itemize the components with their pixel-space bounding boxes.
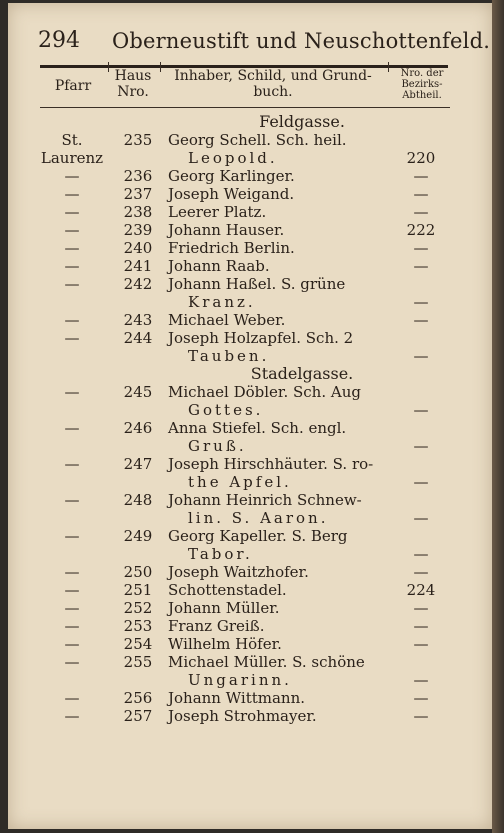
register-table [0,113,504,725]
owner-name-cell: Georg Kapeller. S. Berg [168,527,348,545]
table-row [0,383,504,401]
page-header [0,28,504,60]
pfarr-cell: — [64,221,80,239]
table-row [0,167,504,185]
table-row [0,689,504,707]
owner-name-cell: the Apfel. [188,473,292,491]
pfarr-cell: — [64,239,80,257]
column-header-haus-line: Nro. [117,84,149,100]
table-row [0,401,504,419]
district-number-cell: — [413,617,429,635]
owner-name-cell: Joseph Strohmayer. [168,707,317,725]
haus-number-cell: 257 [123,707,153,725]
running-title: Oberneustift und Neuschottenfeld. [112,29,491,53]
pfarr-cell: St. [61,131,83,149]
table-row [0,527,504,545]
pfarr-cell: — [64,329,80,347]
table-row [0,275,504,293]
district-number-cell: — [413,563,429,581]
pfarr-cell: — [64,707,80,725]
section-heading: Stadelgasse. [250,364,354,383]
column-divider [388,62,389,72]
owner-name-cell: Michael Müller. S. schöne [168,653,365,671]
district-number-cell: — [413,293,429,311]
haus-number-cell: 245 [123,383,153,401]
table-row [0,491,504,509]
owner-name-cell: Georg Karlinger. [168,167,295,185]
haus-number-cell: 252 [123,599,153,617]
pfarr-cell: — [64,599,80,617]
owner-name-cell: Joseph Hirschhäuter. S. ro- [168,455,374,473]
owner-name-cell: Tabor. [188,545,253,563]
owner-name-cell: Johann Raab. [168,257,270,275]
owner-name-cell: Joseph Waitzhofer. [168,563,309,581]
pfarr-cell: — [64,617,80,635]
pfarr-cell: — [64,419,80,437]
column-divider [160,62,161,72]
district-number-cell: 222 [406,221,436,239]
district-number-cell: — [413,311,429,329]
owner-name-cell: Gruß. [188,437,247,455]
owner-name-cell: Leerer Platz. [168,203,267,221]
table-row [0,563,504,581]
district-number-cell: — [413,635,429,653]
pfarr-cell: — [64,581,80,599]
owner-name-cell: lin. S. Aaron. [188,509,329,527]
table-row [0,149,504,167]
table-row [0,419,504,437]
pfarr-cell: — [64,275,80,293]
haus-number-cell: 240 [123,239,153,257]
column-header-haus-line: Haus [114,68,152,84]
pfarr-cell: — [64,491,80,509]
table-row [0,293,504,311]
page-number: 294 [38,28,80,53]
pfarr-cell: — [64,383,80,401]
column-header-nro-line: Abtheil. [402,90,442,101]
column-header-nro [390,68,454,101]
table-row [0,707,504,725]
table-row [0,203,504,221]
owner-name-cell: Franz Greiß. [168,617,265,635]
haus-number-cell: 253 [123,617,153,635]
table-row [0,671,504,689]
district-number-cell: — [413,509,429,527]
haus-number-cell: 246 [123,419,153,437]
district-number-cell: — [413,707,429,725]
table-row [0,311,504,329]
haus-number-cell: 247 [123,455,153,473]
district-number-cell: — [413,545,429,563]
pfarr-cell: — [64,653,80,671]
pfarr-cell: — [64,563,80,581]
owner-name-cell: Joseph Holzapfel. Sch. 2 [168,329,354,347]
district-number-cell: — [413,167,429,185]
table-row [0,473,504,491]
pfarr-cell: — [64,455,80,473]
owner-name-cell: Schottenstadel. [168,581,287,599]
owner-name-cell: Wilhelm Höfer. [168,635,282,653]
owner-name-cell: Johann Hauser. [168,221,285,239]
table-row [0,239,504,257]
haus-number-cell: 235 [123,131,153,149]
district-number-cell: — [413,203,429,221]
table-row [0,653,504,671]
owner-name-cell: Johann Wittmann. [168,689,305,707]
table-row [0,635,504,653]
owner-name-cell: Leopold. [188,149,278,167]
haus-number-cell: 237 [123,185,153,203]
table-row [0,221,504,239]
pfarr-cell: Laurenz [40,149,104,167]
district-number-cell: — [413,437,429,455]
pfarr-cell: — [64,167,80,185]
district-number-cell: — [413,185,429,203]
table-row [0,437,504,455]
owner-name-cell: Johann Müller. [168,599,280,617]
column-header-haus [108,68,158,100]
haus-number-cell: 248 [123,491,153,509]
table-row [0,455,504,473]
table-row [0,257,504,275]
owner-name-cell: Tauben. [188,347,270,365]
table-row [0,617,504,635]
column-header-inhaber-line: Inhaber, Schild, und Grund- [174,68,372,84]
haus-number-cell: 249 [123,527,153,545]
haus-number-cell: 251 [123,581,153,599]
pfarr-cell: — [64,185,80,203]
table-row [0,599,504,617]
owner-name-cell: Kranz. [188,293,256,311]
owner-name-cell: Johann Heinrich Schnew- [168,491,362,509]
table-row [0,185,504,203]
district-number-cell: — [413,257,429,275]
column-header-inhaber [163,68,383,100]
district-number-cell: 220 [406,149,436,167]
table-row [0,347,504,365]
haus-number-cell: 256 [123,689,153,707]
haus-number-cell: 241 [123,257,153,275]
pfarr-cell: — [64,635,80,653]
district-number-cell: — [413,239,429,257]
haus-number-cell: 254 [123,635,153,653]
column-header-pfarr: Pfarr [54,78,92,94]
section-heading: Feldgasse. [259,112,345,131]
haus-number-cell: 244 [123,329,153,347]
owner-name-cell: Friedrich Berlin. [168,239,295,257]
owner-name-cell: Ungarinn. [188,671,292,689]
column-header-nro-line: Bezirks- [401,79,443,90]
table-row [0,509,504,527]
district-number-cell: — [413,671,429,689]
haus-number-cell: 255 [123,653,153,671]
pfarr-cell: — [64,257,80,275]
owner-name-cell: Anna Stiefel. Sch. engl. [168,419,347,437]
haus-number-cell: 242 [123,275,153,293]
table-row [0,545,504,563]
owner-name-cell: Joseph Weigand. [168,185,295,203]
owner-name-cell: Gottes. [188,401,264,419]
haus-number-cell: 250 [123,563,153,581]
column-header-rule [40,107,450,108]
owner-name-cell: Michael Weber. [168,311,286,329]
table-row [0,131,504,149]
table-row [0,329,504,347]
haus-number-cell: 236 [123,167,153,185]
haus-number-cell: 238 [123,203,153,221]
district-number-cell: 224 [406,581,436,599]
district-number-cell: — [413,347,429,365]
owner-name-cell: Michael Döbler. Sch. Aug [168,383,361,401]
table-row [0,581,504,599]
pfarr-cell: — [64,527,80,545]
district-number-cell: — [413,473,429,491]
haus-number-cell: 239 [123,221,153,239]
pfarr-cell: — [64,311,80,329]
pfarr-cell: — [64,689,80,707]
column-header-nro-line: Nro. der [400,68,444,79]
column-header-inhaber-line: buch. [253,84,293,100]
pfarr-cell: — [64,203,80,221]
haus-number-cell: 243 [123,311,153,329]
owner-name-cell: Georg Schell. Sch. heil. [168,131,347,149]
owner-name-cell: Johann Haßel. S. grüne [168,275,346,293]
district-number-cell: — [413,689,429,707]
district-number-cell: — [413,401,429,419]
district-number-cell: — [413,599,429,617]
